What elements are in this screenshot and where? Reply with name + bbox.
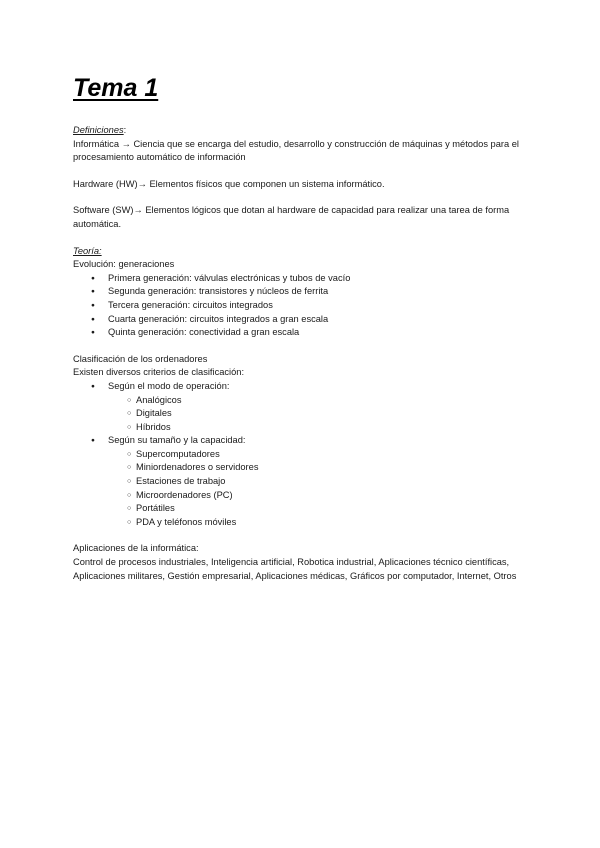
aplicaciones-heading: Aplicaciones de la informática: — [73, 543, 199, 554]
list-item: ○ PDA y teléfonos móviles — [73, 516, 543, 530]
criterio-modo-operacion: Según el modo de operación: — [108, 380, 230, 391]
list-item: ○ Miniordenadores o servidores — [73, 461, 543, 475]
list-item: ○ Híbridos — [73, 421, 543, 435]
list-item — [73, 434, 543, 448]
definicion-informatica: Informática → Ciencia que se encarga del estudio, desarrollo y construcción de máquinas y métodos para el procesamiento automático de información — [73, 138, 519, 163]
definicion-hardware: Hardware (HW)→ Elementos físicos que componen un sistema informático. — [73, 178, 385, 189]
aplicaciones-section — [73, 542, 543, 583]
clasificacion-intro: Existen diversos criterios de clasificación: — [73, 367, 245, 378]
tamano-capacidad-list — [73, 448, 543, 530]
list-item: ● Cuarta generación: circuitos integrados a gran escala — [73, 313, 543, 327]
generaciones-list — [73, 272, 543, 340]
document-body — [73, 72, 543, 583]
definiciones-colon: : — [123, 125, 127, 135]
teoria-section — [73, 245, 543, 340]
clasificacion-section — [73, 353, 543, 530]
modo-operacion-list — [73, 394, 543, 435]
list-item: ● Quinta generación: conectividad a gran escala — [73, 326, 543, 340]
list-item: ○ Digitales — [73, 407, 543, 421]
clasificacion-heading: Clasificación de los ordenadores — [73, 353, 208, 364]
list-item: ● Primera generación: válvulas electrónicas y tubos de vacío — [73, 272, 543, 286]
criterios-list — [73, 380, 543, 394]
evolucion-label: Evolución: generaciones — [73, 259, 175, 270]
list-item: ● Tercera generación: circuitos integrados — [73, 299, 543, 313]
list-item: ● Segunda generación: transistores y núcleos de ferrita — [73, 285, 543, 299]
definiciones-heading: Definiciones — [73, 125, 124, 135]
list-item: ○ Supercomputadores — [73, 448, 543, 462]
teoria-heading: Teoría: — [73, 245, 102, 256]
list-item: ○ Analógicos — [73, 394, 543, 408]
criterios-list-2 — [73, 434, 543, 448]
definiciones-section — [73, 124, 543, 232]
document-title: Tema 1 — [73, 74, 159, 102]
list-item — [73, 380, 543, 394]
criterio-tamano-capacidad: Según su tamaño y la capacidad: — [108, 435, 246, 446]
list-item: ○ Microordenadores (PC) — [73, 489, 543, 503]
aplicaciones-text: Control de procesos industriales, Inteligencia artificial, Robotica industrial, Aplicaciones técnico científicas, Aplicaciones militares, Gestión empresarial, Aplicaciones médicas, Gráficos por computador, Internet, Otros — [73, 557, 517, 581]
definiciones-heading-line — [73, 124, 543, 138]
list-item: ○ Estaciones de trabajo — [73, 475, 543, 489]
definicion-software: Software (SW)→ Elementos lógicos que dotan al hardware de capacidad para realizar una tarea de forma automática. — [73, 205, 510, 229]
list-item: ○ Portátiles — [73, 502, 543, 516]
